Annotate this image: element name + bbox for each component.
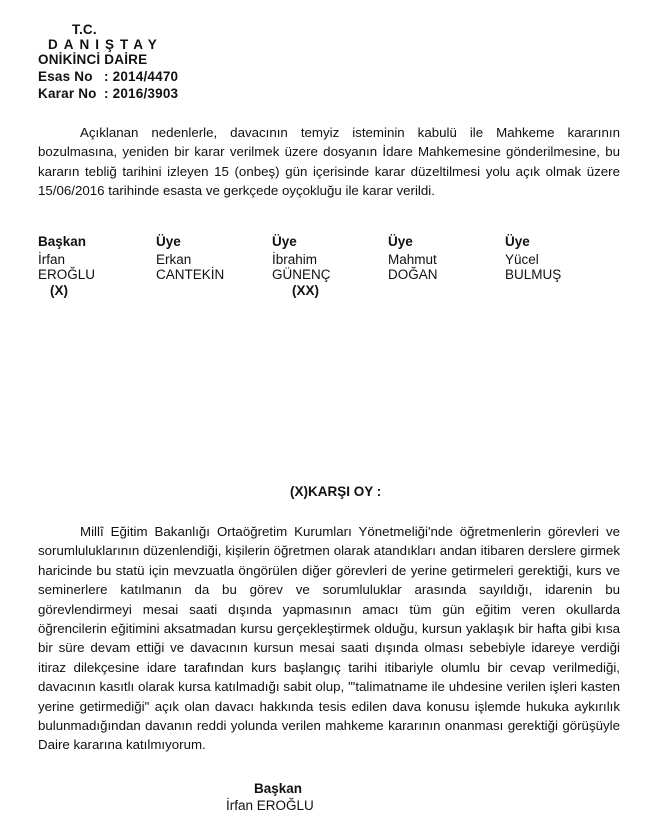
signer-role: Başkan <box>254 781 303 796</box>
member-4 <box>388 234 438 283</box>
esas-number-row <box>38 69 178 84</box>
esas-label: Esas No <box>38 69 93 84</box>
member-first-name: Yücel <box>505 251 539 267</box>
member-role: Üye <box>505 234 530 249</box>
member-role: Üye <box>156 234 181 249</box>
member-president <box>38 234 95 298</box>
member-role: Başkan <box>38 234 87 249</box>
member-first-name: İbrahim <box>272 251 318 267</box>
karar-label: Karar No <box>38 86 97 101</box>
decision-paragraph: Açıklanan nedenlerle, davacının temyiz isteminin kabulü ile Mahkeme kararının bozulmasına, yeniden bir karar verilmek üzere dosyanın İdare Mahkemesine gönderilmesine, bu kararın tebliğ tarihini izleyen 15 (onbeş) gün içerisinde karar düzeltilmesi yolu açık olmak üzere 15/06/2016 tarihinde esasta ve gerkçede oyçokluğu ile karar verildi. <box>38 125 620 199</box>
member-last-name: CANTEKİN <box>156 267 225 282</box>
member-last-name: EROĞLU <box>38 267 96 282</box>
esas-value: : 2014/4470 <box>104 69 179 84</box>
member-first-name: Mahmut <box>388 251 437 267</box>
member-role: Üye <box>388 234 413 249</box>
member-last-name: DOĞAN <box>388 267 438 282</box>
member-3 <box>272 234 331 298</box>
member-last-name: BULMUŞ <box>505 267 562 282</box>
dissent-paragraph: Millî Eğitim Bakanlığı Ortaöğretim Kurumları Yönetmeliği'nde öğretmenlerin görevleri ve sorumluluklarının düzenlendiği, kişilerin öğretmen olarak atandıkları andan itibaren derslere girmek haricinde bu statü için mevzuatla öngörülen diğer görevleri de yerine getirmeleri gerektiği, kurs ve seminerlere katılmanın da bu görev ve sorumluluklar arasında sayıldığı, idarenin bu görevlendirmeyi mesai saati dışında yapmasının amacı tüm gün eğitim veren okullarda öğrencilerin eğitimini aksatmadan kursu gerçekleştirmek olduğu, kursun yaklaşık bir hafta gibi kısa bir süre devam ettiği ve davacının kursun mesai saati dışında olması sebebiyle idareye verdiği itiraz dilekçesine idare tarafından kurs başlangıç tarihi itibariyle olumlu bir cevap verilmediği, davacının kasıtlı olarak kursa katılmadığı sabit olup, "'talimatname ile uhdesine verilen işleri kasten yerine getirmediği" açık olan davacı hakkında tesis edilen dava konusu işlemde hukuka aykırılık bulunmadığından davanın reddi yolunda verilen mahkeme kararının onanması gerektiği görüşüyle Daire kararına katılmıyorum. <box>38 524 620 753</box>
header-chamber: ONİKİNCİ DAİRE <box>38 52 148 67</box>
signer-name: İrfan EROĞLU <box>226 798 314 813</box>
member-first-name: Erkan <box>156 251 192 267</box>
member-5 <box>505 234 561 283</box>
member-last-name: GÜNENÇ <box>272 267 331 282</box>
karar-value: : 2016/3903 <box>104 86 179 101</box>
header-country: T.C. <box>72 22 97 37</box>
member-mark: (XX) <box>292 282 319 298</box>
dissent-title: (X)KARŞI OY : <box>290 484 382 499</box>
karar-number-row <box>38 86 178 101</box>
member-first-name: İrfan <box>38 251 66 267</box>
header-court: DANIŞTAY <box>48 37 163 52</box>
member-mark: (X) <box>50 282 68 298</box>
member-2 <box>156 234 224 283</box>
member-role: Üye <box>272 234 297 249</box>
